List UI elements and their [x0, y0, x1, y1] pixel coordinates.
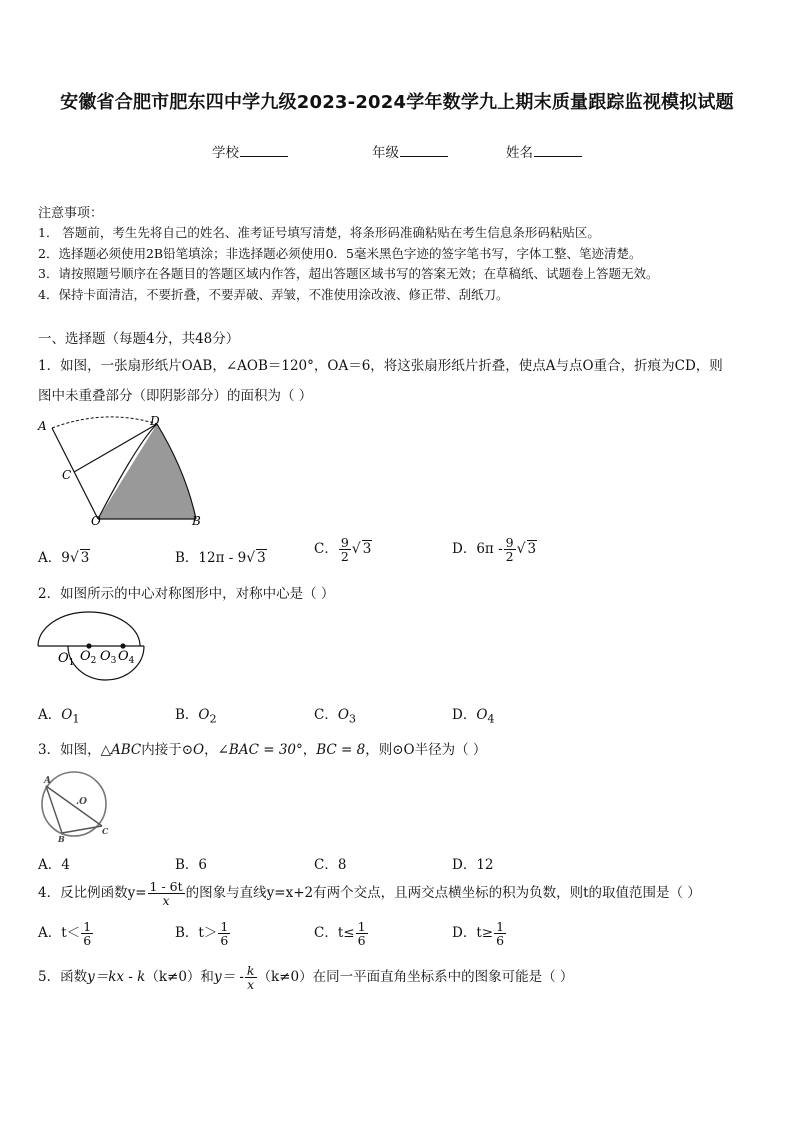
q3-option-d: D．12	[452, 857, 494, 873]
numerator: 1	[496, 919, 505, 934]
q5-function2: y＝ -	[213, 969, 244, 986]
option-label: A．t＜	[38, 925, 81, 942]
q2-stem: 2．如图所示的中心对称图形中，对称中心是（ ）	[38, 586, 335, 602]
numerator: 9	[505, 535, 514, 550]
sqrt-sign: √	[69, 550, 79, 566]
numerator: 9	[340, 535, 349, 550]
school-field	[212, 141, 288, 161]
q3-option-c: C．8	[314, 857, 347, 873]
fraction	[356, 920, 368, 947]
denominator: 6	[496, 933, 505, 949]
note-item: 4．保持卡面清洁，不要折叠，不要弄破、弄皱，不准使用涂改液、修正带、刮纸刀。	[38, 287, 509, 302]
option-letter: C．	[314, 541, 338, 558]
q3-mid: 内接于⊙	[141, 742, 194, 758]
q3-prefix: 3．如图，	[38, 742, 101, 758]
q1-sector-figure	[34, 412, 214, 530]
option-subscript: 2	[209, 712, 217, 726]
q5-function1: y＝kx - k	[87, 969, 146, 986]
fraction	[504, 536, 516, 563]
grade-blank	[400, 144, 448, 157]
note-item: 2．选择题必须使用2B铅笔填涂；非选择题必须使用0．5毫米黑色字迹的签字笔书写，字体工整、笔迹清楚。	[38, 246, 642, 261]
fraction	[245, 964, 257, 991]
label-d: D	[150, 414, 160, 428]
upper-semicircle	[38, 612, 140, 646]
q1-option-d	[452, 536, 537, 563]
q4-option-d	[452, 920, 507, 947]
label-o1: $O_1$	[58, 651, 75, 668]
page-title: 安徽省合肥市肥东四中学九级2023-2024学年数学九上期末质量跟踪监视模拟试题	[60, 92, 734, 113]
denominator: 2	[340, 549, 349, 565]
q3-option-a: A．4	[38, 857, 70, 873]
school-blank	[240, 144, 288, 157]
fraction	[339, 536, 351, 563]
q3-circle-figure	[34, 766, 114, 844]
option-value: 6π -	[476, 541, 503, 558]
q2-option-a	[38, 703, 80, 726]
option-symbol: O	[476, 707, 488, 723]
q4-stem	[38, 880, 701, 907]
point-o4	[120, 643, 125, 648]
option-letter: B．	[175, 707, 199, 723]
sqrt-sign: √	[351, 541, 361, 558]
label-o: .O	[76, 797, 87, 807]
note-item: 1． 答题前，考生先将自己的姓名、准考证号填写清楚，将条形码准确粘贴在考生信息条形码粘贴区。	[38, 225, 600, 240]
radicand: 3	[257, 550, 266, 566]
q3-triangle: △ABC	[100, 742, 142, 758]
option-symbol: O	[198, 707, 210, 723]
q2-option-c	[314, 703, 356, 726]
option-letter: C．	[314, 707, 338, 723]
option-subscript: 1	[72, 712, 80, 726]
label-b: B	[58, 834, 65, 844]
label-a: A	[44, 776, 51, 786]
denominator: 6	[220, 933, 229, 949]
option-value: 12π - 9	[198, 550, 247, 566]
sqrt-sign: √	[246, 550, 256, 566]
q5-prefix: 5．函数	[38, 969, 88, 986]
q2-semicircles-figure	[34, 610, 154, 686]
q3-stem	[38, 738, 486, 758]
point-o2	[86, 643, 91, 648]
radicand: 3	[80, 550, 90, 566]
grade-label: 年级	[372, 145, 399, 161]
q3-bc: BC = 8	[316, 742, 366, 758]
option-label: D．t≥	[452, 925, 494, 942]
q5-stem	[38, 964, 573, 991]
q3-option-b: B．6	[175, 857, 208, 873]
numerator: 1	[83, 919, 92, 934]
note-item: 3．请按照题号顺序在各题目的答题区域内作答，超出答题区域书写的答案无效；在草稿纸、试题卷上答题无效。	[38, 266, 659, 281]
label-o3: $O_3$	[100, 649, 117, 666]
side-ab	[46, 786, 62, 833]
q1-option-c	[314, 536, 372, 563]
fraction	[218, 920, 230, 947]
label-c: C	[62, 468, 72, 482]
option-subscript: 4	[487, 712, 495, 726]
q1-option-b	[175, 546, 267, 566]
option-symbol: O	[337, 707, 349, 723]
option-letter: B．	[175, 550, 199, 566]
option-letter: A．	[38, 550, 62, 566]
school-label: 学校	[212, 145, 239, 161]
denominator: x	[162, 893, 170, 909]
fraction	[494, 920, 506, 947]
q1-stem-line1: 1．如图，一张扇形纸片OAB，∠AOB＝120°，OA＝6，将这张扇形纸片折叠，使点A与点O重合，折痕为CD，则	[38, 358, 723, 374]
option-subscript: 3	[348, 712, 357, 726]
numerator: k	[246, 963, 255, 978]
q3-suffix: ，则⊙O半径为（ ）	[365, 742, 487, 758]
denominator: 6	[357, 933, 366, 949]
section-heading: 一、选择题（每题4分，共48分）	[38, 331, 240, 347]
option-label: C．t≤	[314, 925, 355, 942]
q2-option-d	[452, 703, 495, 726]
name-blank	[534, 144, 582, 157]
radicand: 3	[527, 541, 537, 558]
denominator: x	[247, 977, 255, 993]
grade-field	[372, 141, 448, 161]
q4-option-b	[175, 920, 231, 947]
label-o4: $O_4$	[118, 649, 135, 666]
q3-circle-o: O	[193, 742, 205, 758]
label-c: C	[102, 826, 109, 836]
name-label: 姓名	[506, 145, 533, 161]
q4-suffix: 的图象与直线y=x+2有两个交点，且两交点横坐标的积为负数，则t的取值范围是（ ）	[185, 885, 701, 902]
label-o: O	[91, 514, 101, 528]
label-a: A	[38, 419, 47, 433]
side-bc	[62, 826, 102, 833]
name-field	[506, 141, 582, 161]
numerator: 1	[220, 919, 229, 934]
numerator: 1	[357, 919, 366, 934]
option-letter: D．	[452, 541, 477, 558]
option-label: B．t＞	[175, 925, 218, 942]
fraction	[148, 880, 185, 907]
fraction	[81, 920, 93, 947]
q4-prefix: 4．反比例函数y=	[38, 885, 147, 902]
denominator: 6	[83, 933, 92, 949]
segment-oa	[52, 428, 98, 519]
q4-option-c	[314, 920, 369, 947]
q5-mid: （k≠0）和	[145, 969, 214, 986]
denominator: 2	[505, 549, 514, 565]
q1-option-a	[38, 546, 90, 566]
label-b: B	[192, 514, 201, 528]
side-ac	[46, 786, 102, 826]
q5-suffix: （k≠0）在同一平面直角坐标系中的图象可能是（ ）	[257, 969, 574, 986]
numerator: 1 - 6t	[149, 879, 183, 894]
notes-heading: 注意事项：	[38, 206, 104, 221]
dashed-arc	[52, 417, 157, 428]
option-symbol: O	[61, 707, 73, 723]
q3-angle: ∠BAC = 30°	[217, 742, 303, 758]
sqrt-sign: √	[516, 541, 526, 558]
label-o2: $O_2$	[80, 649, 97, 666]
q3-sep: ，	[204, 742, 218, 758]
option-letter: D．	[452, 707, 477, 723]
q4-option-a	[38, 920, 94, 947]
option-value: 9	[61, 550, 70, 566]
q1-stem-line2: 图中未重叠部分（即阴影部分）的面积为（ ）	[38, 388, 313, 404]
option-letter: A．	[38, 707, 62, 723]
q2-option-b	[175, 703, 217, 726]
q3-sep: ，	[302, 742, 317, 758]
radicand: 3	[362, 541, 372, 558]
